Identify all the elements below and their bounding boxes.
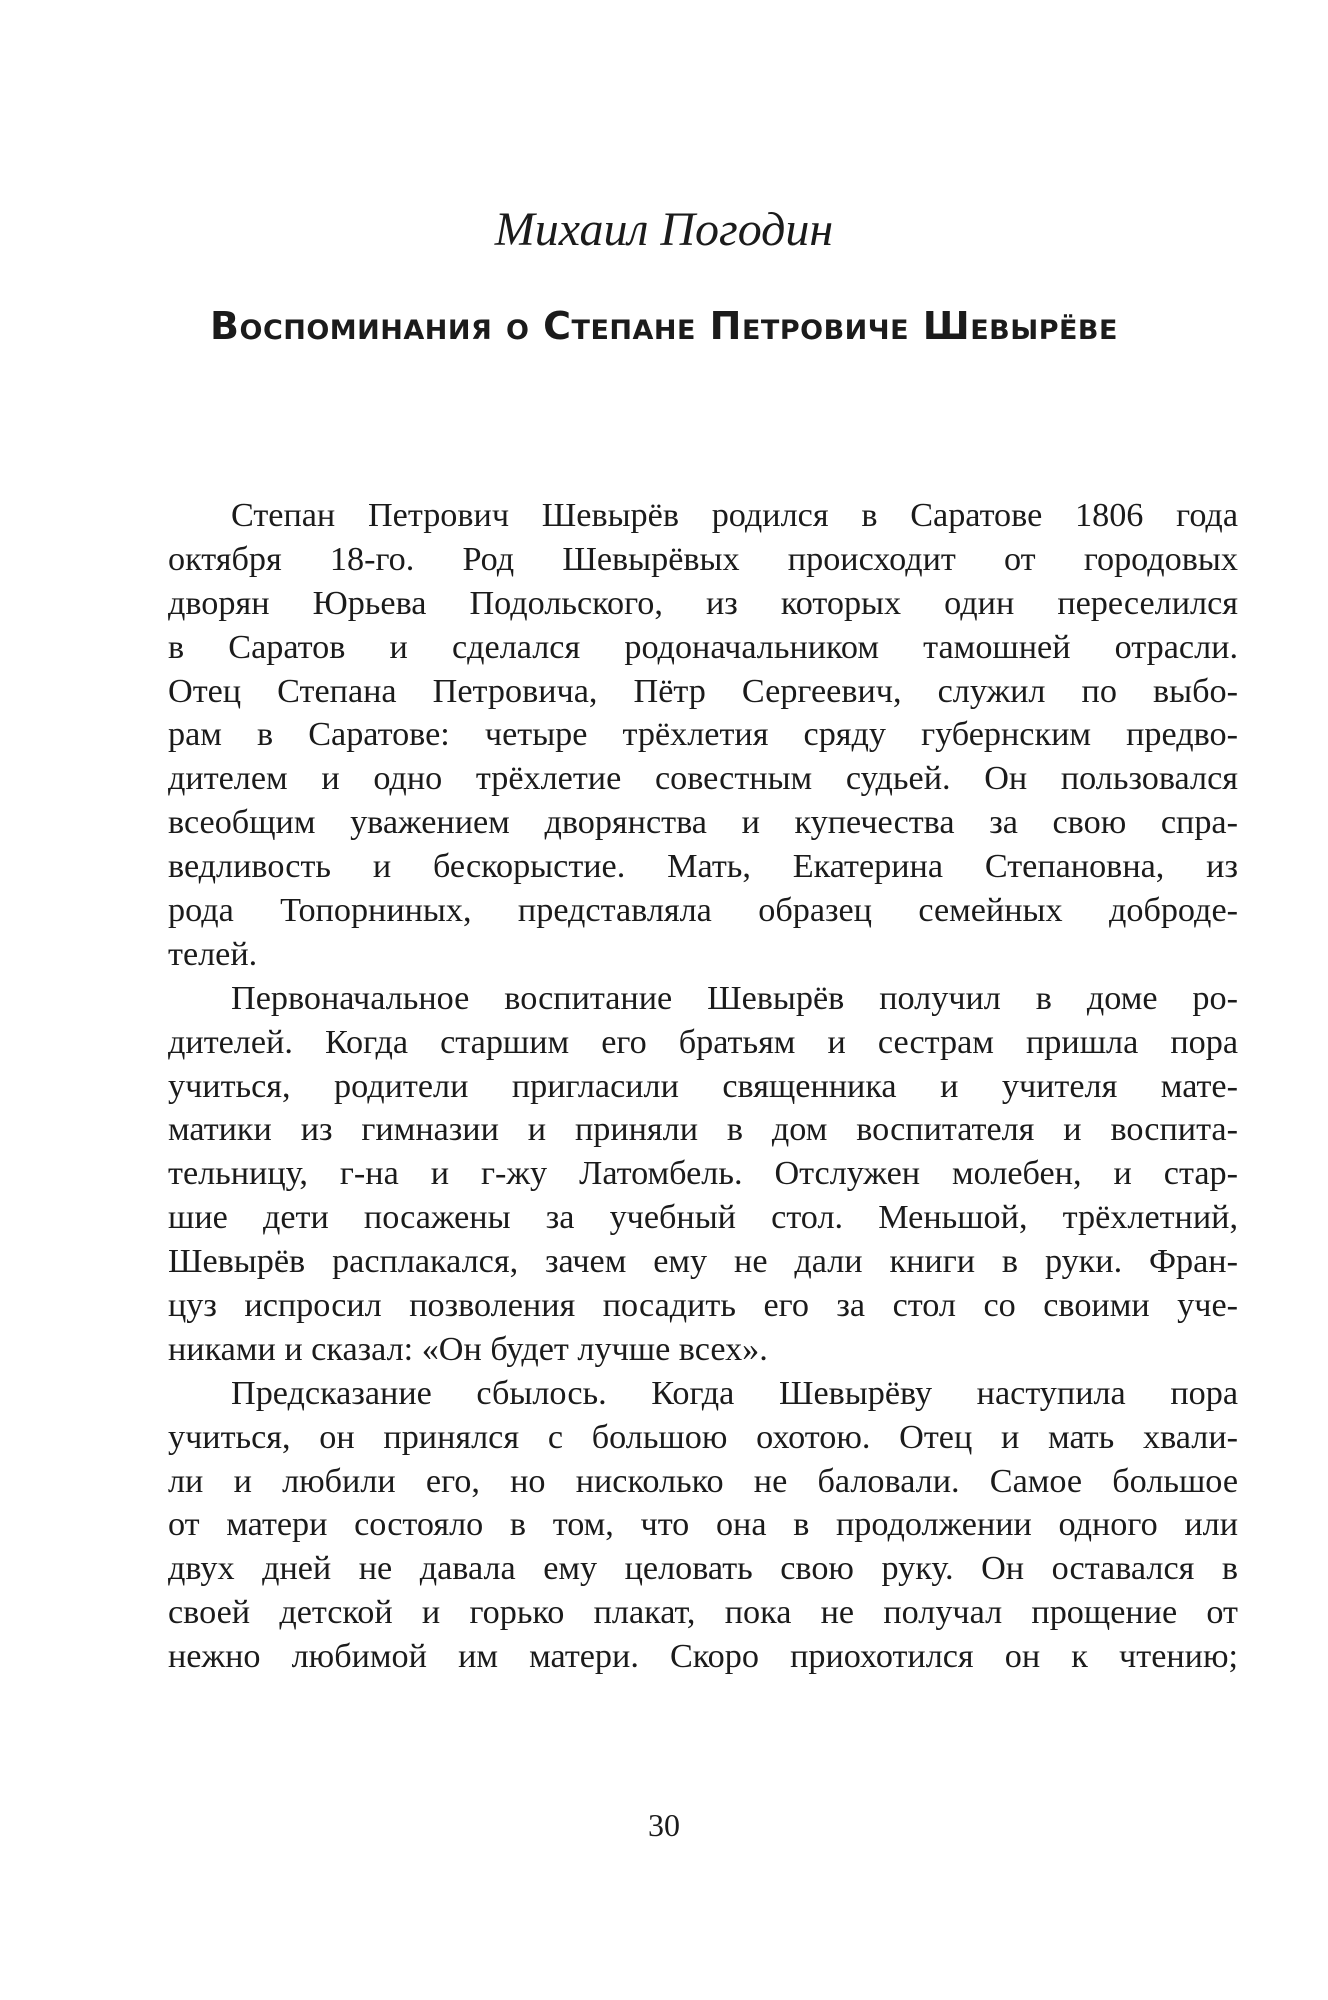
- text-line: матики из гимназии и приняли в дом воспитателя и воспита-: [168, 1111, 1238, 1149]
- text-line: дителей. Когда старшим его братьям и сестрам пришла пора: [168, 1023, 1238, 1061]
- page-number: 30: [648, 1807, 680, 1843]
- text-line: нежно любимой им матери. Скоро приохотился он к чтению;: [168, 1638, 1238, 1676]
- text-line: тельницу, г-на и г-жу Латомбель. Отслужен молебен, и стар-: [168, 1155, 1238, 1193]
- text-line: Предсказание сбылось. Когда Шевырёву наступила пора: [231, 1374, 1238, 1412]
- body-text: [168, 494, 1238, 1679]
- text-line: дворян Юрьева Подольского, из которых один переселился: [168, 584, 1238, 622]
- text-line: шие дети посажены за учебный стол. Меньшой, трёхлетний,: [168, 1199, 1238, 1237]
- text-line: учиться, он принялся с большою охотою. Отец и мать хвали-: [168, 1418, 1238, 1456]
- text-line: в Саратов и сделался родоначальником тамошней отрасли.: [168, 628, 1238, 666]
- text-line: телей.: [168, 935, 258, 973]
- text-line: рода Топорниных, представляла образец семейных доброде-: [168, 892, 1238, 930]
- text-line: дителем и одно трёхлетие совестным судьей. Он пользовался: [168, 760, 1238, 798]
- text-line: своей детской и горько плакат, пока не получал прощение от: [168, 1594, 1238, 1632]
- text-line: от матери состояло в том, что она в продолжении одного или: [168, 1506, 1238, 1544]
- text-line: всеобщим уважением дворянства и купечества за свою спра-: [168, 804, 1238, 842]
- text-line: двух дней не давала ему целовать свою руку. Он оставался в: [168, 1550, 1238, 1588]
- text-line: октября 18-го. Род Шевырёвых происходит от городовых: [168, 540, 1238, 578]
- text-line: Степан Петрович Шевырёв родился в Саратове 1806 года: [231, 497, 1238, 534]
- author-name: Михаил Погодин: [494, 203, 834, 256]
- text-line: учиться, родители пригласили священника и учителя мате-: [168, 1067, 1238, 1105]
- text-line: Шевырёв расплакался, зачем ему не дали книги в руки. Фран-: [168, 1243, 1238, 1281]
- text-line: Первоначальное воспитание Шевырёв получил в доме ро-: [231, 979, 1238, 1017]
- text-line: рам в Саратове: четыре трёхлетия сряду губернским предво-: [168, 716, 1238, 754]
- text-line: ведливость и бескорыстие. Мать, Екатерина Степановна, из: [168, 848, 1238, 886]
- text-line: цуз испросил позволения посадить его за стол со своими уче-: [168, 1287, 1238, 1325]
- text-line: Отец Степана Петровича, Пётр Сергеевич, служил по выбо-: [168, 672, 1238, 710]
- text-line: никами и сказал: «Он будет лучше всех».: [168, 1330, 768, 1368]
- text-line: ли и любили его, но нисколько не баловали. Самое большое: [168, 1462, 1238, 1500]
- chapter-title: Воспоминания о Степане Петровиче Шевырёве: [210, 304, 1118, 348]
